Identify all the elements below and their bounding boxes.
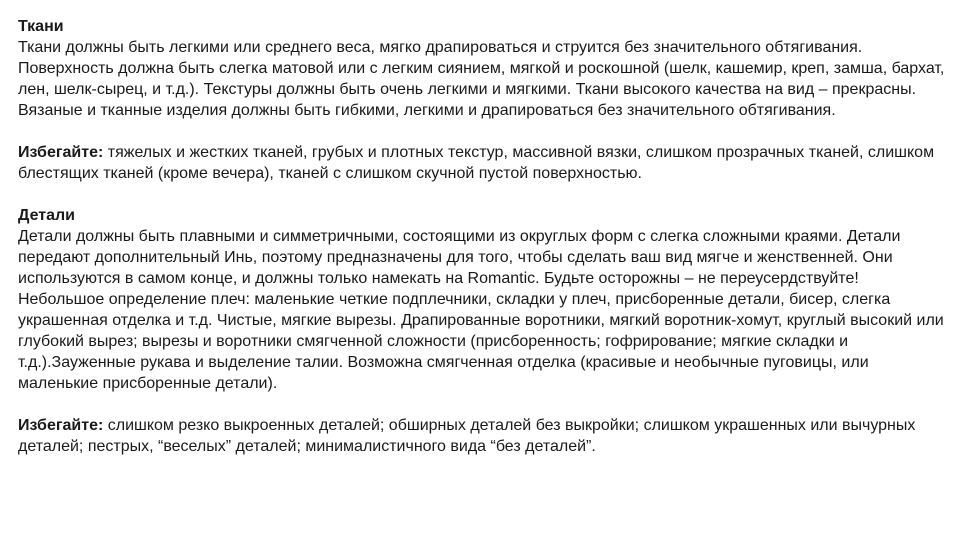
fabrics-avoid-text: тяжелых и жестких тканей, грубых и плотных текстур, массивной вязки, слишком прозрачных тканей, слишком блестящих тканей (кроме вечера), тканей с слишком скучной пустой поверхностью. — [18, 144, 935, 182]
details-section — [18, 205, 948, 394]
details-heading: Детали — [18, 207, 76, 224]
details-avoid-text: слишком резко выкроенных деталей; обширных деталей без выкройки; слишком украшенных или вычурных деталей; пестрых, “веселых” деталей; минималистичного вида “без деталей”. — [18, 417, 916, 455]
fabrics-section — [18, 16, 948, 121]
fabrics-avoid-section — [18, 142, 948, 184]
details-avoid-label: Избегайте: — [18, 417, 104, 434]
spacer — [18, 184, 948, 205]
details-paragraph-1: Детали должны быть плавными и симметричными, состоящими из округлых форм с слегка сложными краями. Детали передают дополнительный Инь, поэтому предназначены для того, чтобы сделать ваш вид мягче и женственней. Они используются в самом конце, и должны только намекать на Romantic. Будьте осторожны – не переусердствуйте! — [18, 228, 901, 287]
fabrics-paragraph: Ткани должны быть легкими или среднего веса, мягко драпироваться и струится без значительного обтягивания. Поверхность должна быть слегка матовой или с легким сиянием, мягкой и роскошной (шелк, кашемир, креп, замша, бархат, лен, шелк-сырец, и т.д.). Текстуры должны быть очень легкими и мягкими. Ткани высокого качества на вид – прекрасны. Вязаные и тканные изделия должны быть гибкими, легкими и драпироваться без значительного обтягивания. — [18, 39, 945, 119]
fabrics-avoid-label: Избегайте: — [18, 144, 104, 161]
spacer — [18, 121, 948, 142]
spacer — [18, 394, 948, 415]
details-avoid-section — [18, 415, 948, 457]
details-paragraph-2: Небольшое определение плеч: маленькие четкие подплечники, складки у плеч, присборенные детали, бисер, слегка украшенная отделка и т.д. Чистые, мягкие вырезы. Драпированные воротники, мягкий воротник-хомут, круглый высокий или глубокий вырез; вырезы и воротники смягченной сложности (присборенность; гофрирование; мягкие складки и т.д.).Зауженные рукава и выделение талии. Возможна смягченная отделка (красивые и необычные пуговицы, или маленькие присборенные детали). — [18, 291, 944, 392]
slide-content — [18, 16, 948, 457]
fabrics-heading: Ткани — [18, 18, 64, 35]
